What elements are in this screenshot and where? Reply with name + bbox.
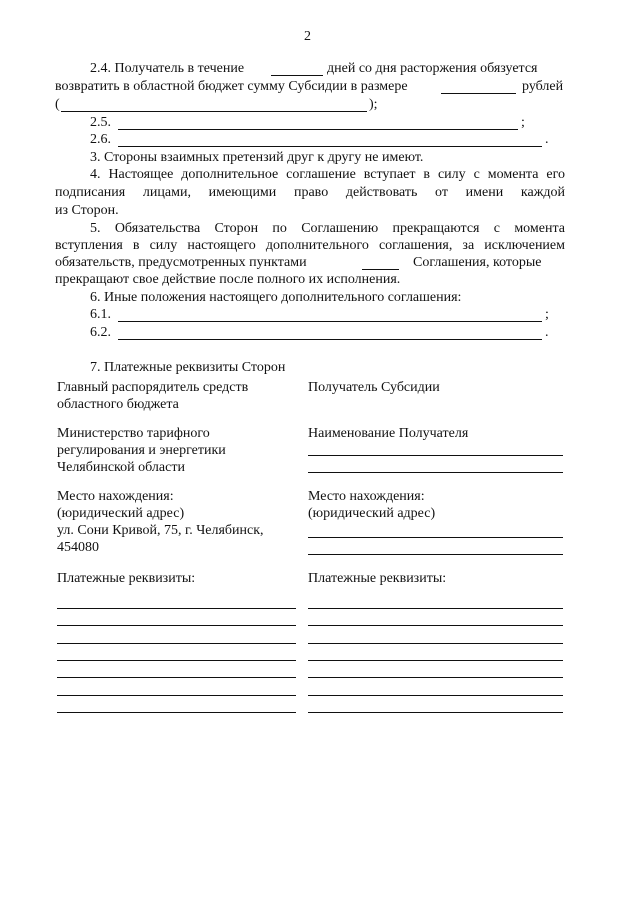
blank-amount-words-line: [61, 111, 367, 112]
left-address-street: ул. Сони Кривой, 75, г. Челябинск,: [57, 523, 264, 538]
page-number: 2: [304, 29, 311, 44]
left-payment-line: [57, 660, 296, 661]
right-address-line: [308, 554, 563, 555]
right-payment-line: [308, 625, 563, 626]
left-payment-line: [57, 643, 296, 644]
left-payment-line: [57, 677, 296, 678]
blank-amount-line: [441, 93, 516, 94]
left-address-zip: 454080: [57, 540, 99, 555]
left-payment-label: Платежные реквизиты:: [57, 571, 196, 586]
right-header: Получатель Субсидии: [308, 380, 440, 395]
clause-2-4-part1: 2.4. Получатель в течение: [90, 61, 245, 76]
left-payment-line: [57, 695, 296, 696]
right-payment-line: [308, 608, 563, 609]
left-header-line1: Главный распорядитель средств: [57, 380, 249, 395]
paren-close: );: [369, 97, 378, 112]
clause-2-4-part2: дней со дня расторжения обязуется: [327, 61, 538, 76]
clause-5-line3a: обязательств, предусмотренных пунктами: [55, 255, 307, 270]
clause-2-6-line: [118, 146, 542, 147]
clause-2-4-line2: возвратить в областной бюджет сумму Субсидии в размере: [55, 79, 408, 94]
clause-4-line3: из Сторон.: [55, 203, 119, 218]
clause-4-line2: подписания лицами, имеющими право действовать от имени каждой: [55, 185, 565, 200]
clause-2-4-rub: рублей: [522, 79, 564, 94]
left-payment-line: [57, 608, 296, 609]
left-location-label: Место нахождения:: [57, 489, 174, 504]
right-payment-line: [308, 643, 563, 644]
right-address-line: [308, 537, 563, 538]
right-name-line: [308, 455, 563, 456]
clause-4-line1: 4. Настоящее дополнительное соглашение вступает в силу с момента его: [90, 167, 565, 182]
left-payment-line: [57, 712, 296, 713]
clause-2-5-num: 2.5.: [90, 115, 111, 130]
left-payment-line: [57, 625, 296, 626]
clause-3: 3. Стороны взаимных претензий друг к другу не имеют.: [90, 150, 424, 165]
left-header-line2: областного бюджета: [57, 397, 179, 412]
clause-6-title: 6. Иные положения настоящего дополнительного соглашения:: [90, 290, 462, 305]
blank-points-line: [362, 269, 399, 270]
paren-open: (: [55, 97, 60, 112]
clause-6-2-end: .: [545, 325, 549, 340]
clause-2-6-num: 2.6.: [90, 132, 111, 147]
right-payment-line: [308, 712, 563, 713]
clause-5-line4: прекращают свое действие после полного их исполнения.: [55, 272, 401, 287]
blank-days-line: [271, 75, 323, 76]
right-payment-line: [308, 677, 563, 678]
clause-6-2-line: [118, 339, 542, 340]
clause-5-line1: 5. Обязательства Сторон по Соглашению прекращаются с момента: [90, 221, 565, 236]
clause-5-line3b: Соглашения, которые: [413, 255, 542, 270]
right-payment-label: Платежные реквизиты:: [308, 571, 447, 586]
left-address-note: (юридический адрес): [57, 506, 185, 521]
left-org-line1: Министерство тарифного: [57, 426, 210, 441]
clause-7-title: 7. Платежные реквизиты Сторон: [90, 360, 286, 375]
left-org-line2: регулирования и энергетики: [57, 443, 226, 458]
right-payment-line: [308, 695, 563, 696]
clause-2-5-end: ;: [521, 115, 525, 130]
clause-2-5-line: [118, 129, 518, 130]
clause-6-1-end: ;: [545, 307, 549, 322]
clause-6-1-line: [118, 321, 542, 322]
clause-6-1: 6.1.: [90, 307, 111, 322]
clause-2-6-end: .: [545, 132, 549, 147]
right-location-label: Место нахождения:: [308, 489, 425, 504]
right-name-label: Наименование Получателя: [308, 426, 469, 441]
right-address-note: (юридический адрес): [308, 506, 436, 521]
right-name-line: [308, 472, 563, 473]
right-payment-line: [308, 660, 563, 661]
left-org-line3: Челябинской области: [57, 460, 185, 475]
clause-5-line2: вступления в силу настоящего дополнительного соглашения, за исключением: [55, 238, 565, 253]
clause-6-2: 6.2.: [90, 325, 111, 340]
